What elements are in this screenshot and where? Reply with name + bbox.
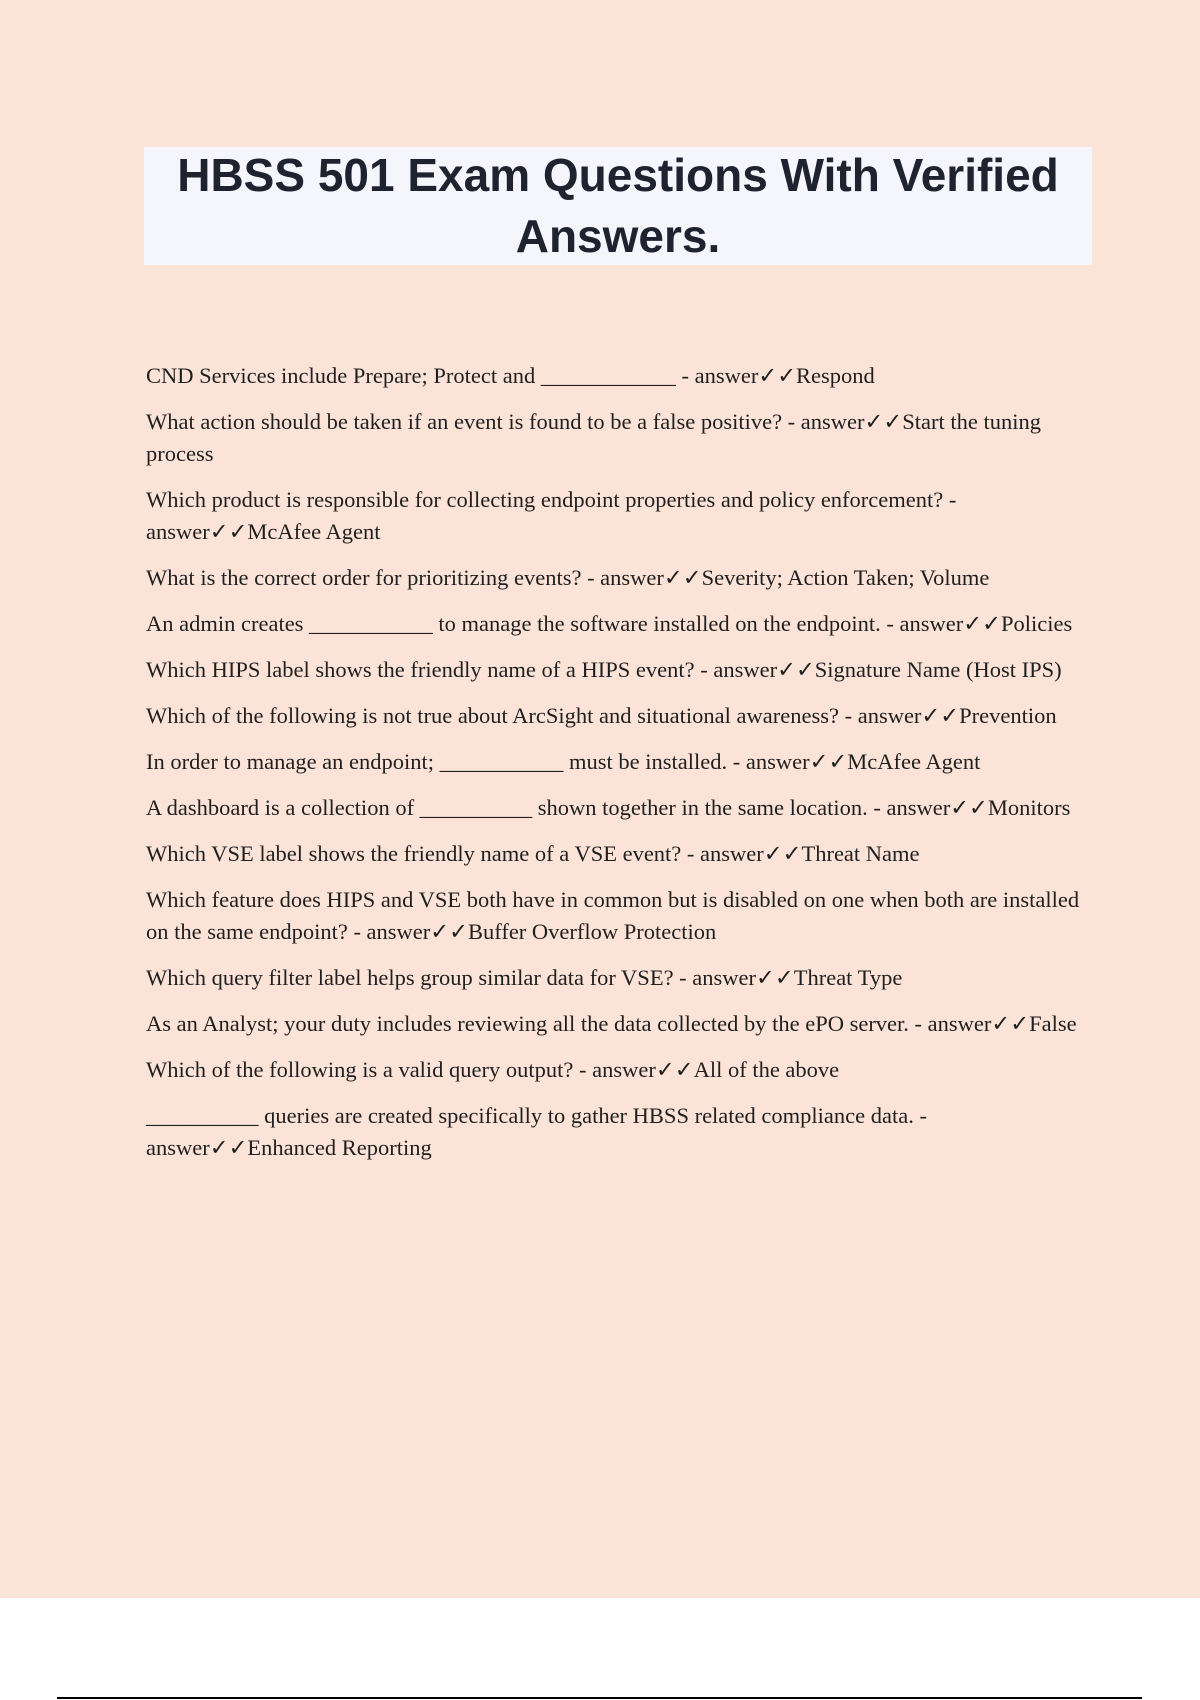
document-title: HBSS 501 Exam Questions With Verified Answers. xyxy=(177,149,1059,262)
page-divider xyxy=(57,1697,1142,1699)
qa-item: What is the correct order for prioritizing events? - answer✓✓Severity; Action Taken; Volume xyxy=(146,565,990,590)
qa-item: What action should be taken if an event is found to be a false positive? - answer✓✓Start the tuning process xyxy=(146,409,1041,466)
qa-item: Which of the following is a valid query output? - answer✓✓All of the above xyxy=(146,1057,840,1082)
qa-item: Which feature does HIPS and VSE both have in common but is disabled on one when both are installed on the same endpoint? - answer✓✓Buffer Overflow Protection xyxy=(146,887,1080,944)
qa-item: Which VSE label shows the friendly name of a VSE event? - answer✓✓Threat Name xyxy=(146,841,920,866)
qa-item: A dashboard is a collection of __________ shown together in the same location. - answer✓✓Monitors xyxy=(146,795,1071,820)
qa-item: Which of the following is not true about ArcSight and situational awareness? - answer✓✓Prevention xyxy=(146,703,1057,728)
qa-item: An admin creates ___________ to manage the software installed on the endpoint. - answer✓✓Policies xyxy=(146,611,1073,636)
qa-item: Which HIPS label shows the friendly name of a HIPS event? - answer✓✓Signature Name (Host IPS) xyxy=(146,657,1062,682)
qa-item: Which query filter label helps group similar data for VSE? - answer✓✓Threat Type xyxy=(146,965,903,990)
qa-item: Which product is responsible for collecting endpoint properties and policy enforcement? - answer✓✓McAfee Agent xyxy=(146,487,957,544)
qa-item: In order to manage an endpoint; ___________ must be installed. - answer✓✓McAfee Agent xyxy=(146,749,981,774)
title-banner xyxy=(144,147,1092,265)
qa-item: __________ queries are created specifically to gather HBSS related compliance data. - answer✓✓Enhanced Reporting xyxy=(146,1103,927,1160)
qa-item: As an Analyst; your duty includes reviewing all the data collected by the ePO server. - answer✓✓False xyxy=(146,1011,1077,1036)
qa-item: CND Services include Prepare; Protect and ____________ - answer✓✓Respond xyxy=(146,363,875,388)
qa-list xyxy=(146,360,1086,1178)
